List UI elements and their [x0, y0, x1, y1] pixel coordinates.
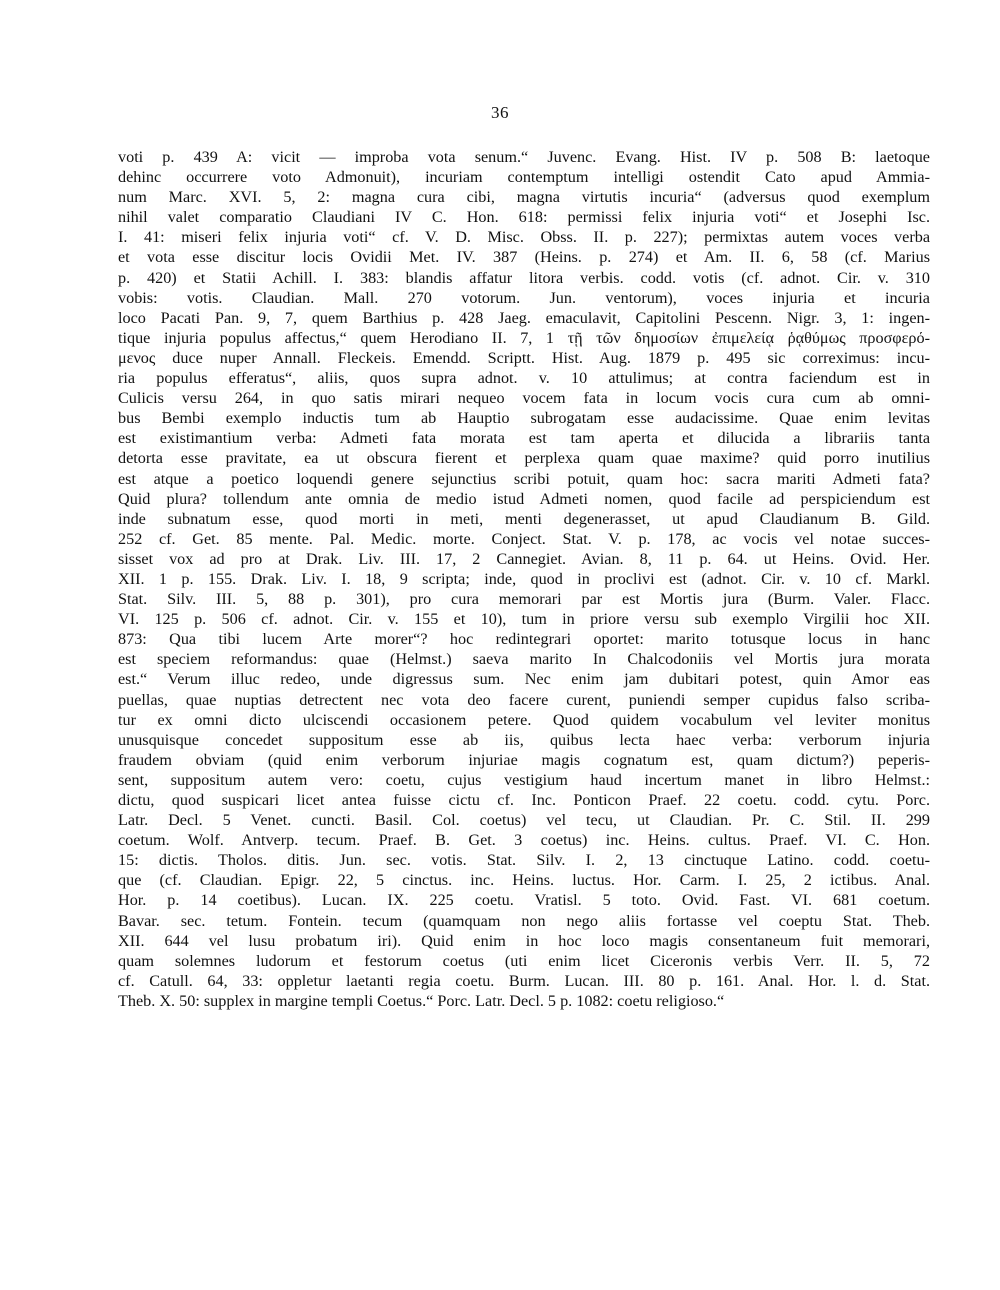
text-line: que (cf. Claudian. Epigr. 22, 5 cinctus. inc. Heins. luctus. Hor. Carm. I. 25, 2 ictibus. Anal. — [118, 871, 930, 890]
text-line: et vota esse discitur locis Ovidii Met. IV. 387 (Heins. p. 274) et Am. II. 6, 58 (cf. Marius — [118, 248, 930, 267]
text-line: μενος duce nuper Annall. Fleckeis. Emendd. Scriptt. Hist. Aug. 1879 p. 495 sic correximus: incu- — [118, 348, 930, 367]
text-line: 252 cf. Get. 85 mente. Pal. Medic. morte. Conject. Stat. V. p. 178, ac vocis vel notae succes- — [118, 529, 930, 548]
text-line: XII. 644 vel lusu probatum iri). Quid enim in hoc loco magis consentaneum fuit memorari, — [118, 931, 930, 950]
text-line: est speciem reformandus: quae (Helmst.) saeva marito In Chalcodoniis vel Mortis jura morata — [118, 650, 930, 669]
text-line: Stat. Silv. III. 5, 88 p. 301), pro cura memorari par est Mortis jura (Burm. Valer. Flacc. — [118, 590, 930, 609]
text-line: tique injuria populus affectus,“ quem Herodiano II. 7, 1 τῇ τῶν δημοσίων ἐπιμελείᾳ ῥᾳθύμως προσφερό- — [118, 328, 930, 347]
text-line: sent, suppositum autem vero: coetu, cujus vestigium haud incertum manet in libro Helmst.: — [118, 770, 930, 789]
page-number: 36 — [491, 103, 509, 122]
text-line: loco Pacati Pan. 9, 7, quem Barthius p. 428 Jaeg. emaculavit, Capitolini Pescenn. Nigr. 3, 1: ingen- — [118, 308, 930, 327]
text-line: cf. Catull. 64, 33: oppletur laetanti regia coetu. Burm. Lucan. III. 80 p. 161. Anal. Hor. l. d. Stat. — [118, 971, 930, 990]
text-line: Bavar. sec. tetum. Fontein. tecum (quamquam non nego aliis fortasse vel coeptu Stat. Theb. — [118, 911, 930, 930]
text-line: fraudem obviam (quid enim verborum injuriae magis cognatum est, quam dictum?) peperis- — [118, 750, 930, 769]
text-line: puellas, quae nuptias detrectent nec vota deo facere curent, puniendi semper cupidus falso scriba- — [118, 690, 930, 709]
text-line: tur ex omni dicto ulciscendi occasionem petere. Quod quidem vocabulum vel leviter monitus — [118, 710, 930, 729]
text-line: p. 420) et Statii Achill. I. 383: blandis affatur litora verbis. codd. votis (cf. adnot. Cir. v. 310 — [118, 268, 930, 287]
text-line: est existimantium verba: Admeti fata morata est tam aperta et dilucida a librariis tanta — [118, 429, 930, 448]
text-line: Hor. p. 14 coetibus). Lucan. IX. 225 coetu. Vratisl. 5 toto. Ovid. Fast. VI. 681 coetum. — [118, 891, 930, 910]
text-line: bus Bembi exemplo inductis tum ab Hauptio subrogatam esse audacissime. Quae enim levitas — [118, 409, 930, 428]
text-line: coetum. Wolf. Antverp. tecum. Praef. B. Get. 3 coetus) inc. Heins. cultus. Praef. VI. C. Hon. — [118, 831, 930, 850]
text-line: Quid plura? tollendum ante omnia de medio istud Admeti nomen, quod facile ad perspiciendum est — [118, 489, 930, 508]
text-line: ria populus efferatus“, aliis, quos supra adnot. v. 10 attulimus; at contra faciendum est in — [118, 369, 930, 388]
text-line: VI. 125 p. 506 cf. adnot. Cir. v. 155 et 10), tum in priore versu sub exemplo Virgilii hoc XII. — [118, 610, 930, 629]
text-line: inde subnatum esse, quod morti in meti, menti degenerasset, ut apud Claudianum B. Gild. — [118, 509, 930, 528]
text-line: est atque a poetico loquendi genere sejunctius scribi potuit, quam hoc: sacra mariti Admeti fata? — [118, 469, 930, 488]
text-line: num Marc. XVI. 5, 2: magna cura cibi, magna virtutis incuria“ (adversus quod exemplum — [118, 188, 930, 207]
text-line: 15: dictis. Tholos. ditis. Jun. sec. votis. Stat. Silv. I. 2, 13 cinctuque Latino. codd. coetu- — [118, 851, 930, 870]
text-line: Theb. X. 50: supplex in margine templi Coetus.“ Porc. Latr. Decl. 5 p. 1082: coetu religioso.“ — [118, 991, 725, 1010]
body-text — [118, 147, 930, 1011]
text-line: vobis: votis. Claudian. Mall. 270 votorum. Jun. ventorum), voces injuria et incuria — [118, 288, 930, 307]
text-line: unusquisque concedet suppositum esse ab iis, quibus lecta haec verba: verborum injuria — [118, 730, 930, 749]
text-line: Latr. Decl. 5 Venet. cuncti. Basil. Col. coetus) vel tecu, ut Claudian. Pr. C. Stil. II. 299 — [118, 811, 930, 830]
text-line: dictu, quod suspicari licet antea fuisse cictu cf. Inc. Ponticon Praef. 22 coetu. codd. cytu. Porc. — [118, 791, 930, 809]
text-line: nihil valet comparatio Claudiani IV C. Hon. 618: permissi felix injuria voti“ et Josephi Isc. — [118, 208, 930, 227]
text-line: Culicis versu 264, in quo satis mirari nequeo vocem fata in locum vocis cura cum ab omni- — [118, 389, 930, 408]
text-line: sisset vox ad pro at Drak. Liv. III. 17, 2 Cannegiet. Avian. 8, 11 p. 64. ut Heins. Ovid. Her. — [118, 549, 930, 568]
text-line: 873: Qua tibi lucem Arte morer“? hoc redintegrari oportet: marito totusque locus in hanc — [118, 630, 930, 649]
text-line: est.“ Verum illuc redeo, unde digressus sum. Nec enim jam dubitari potest, quin Amor eas — [118, 670, 930, 689]
text-line: quam solemnes ludorum et festorum coetus (uti enim licet Ciceronis verbis Verr. II. 5, 72 — [118, 951, 930, 970]
text-line: detorta esse pravitate, ea ut obscura fierent et perplexa quam quae maxime? quid porro inutilius — [118, 449, 930, 468]
text-line: voti p. 439 A: vicit — improba vota senum.“ Juvenc. Evang. Hist. IV p. 508 B: laetoque — [118, 148, 930, 166]
text-line: XII. 1 p. 155. Drak. Liv. I. 18, 9 scripta; inde, quod in proclivi est (adnot. Cir. v. 10 cf. Markl. — [118, 569, 930, 588]
text-line: dehinc occurrere voto Admonuit), incuriam contemptum intelligi ostendit Cato apud Ammia- — [118, 168, 930, 187]
text-line: I. 41: miseri felix injuria voti“ cf. V. D. Misc. Obss. II. p. 227); permixtas autem voces verba — [118, 228, 930, 247]
